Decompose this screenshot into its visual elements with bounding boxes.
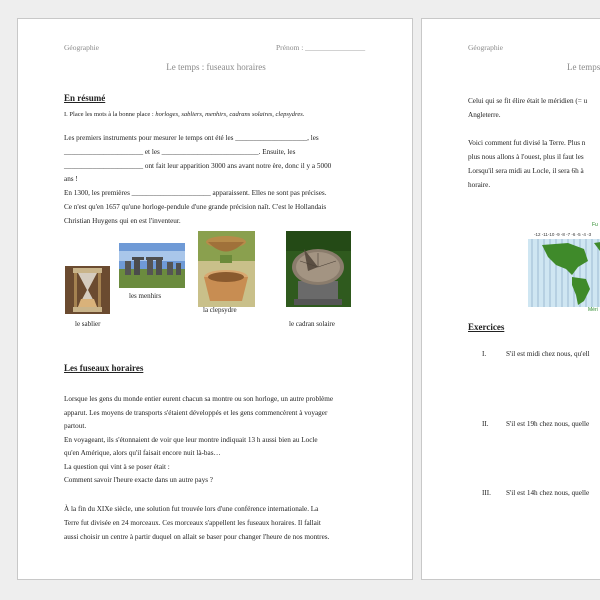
caption-clepsydra: la clepsydre — [203, 306, 237, 314]
timezones-line: qu'en Amérique, alors qu'il faisait encore nuit là-bas… — [64, 449, 221, 457]
timezones-line: La question qui vint à se poser était : — [64, 463, 170, 471]
page2-line: Angleterre. — [468, 111, 501, 119]
timezones-line: En voyageant, ils s'étonnaient de voir que leur montre indiquait 13 h aussi bien au Locle — [64, 436, 318, 444]
section-heading-timezones: Les fuseaux horaires — [64, 363, 144, 373]
map-title-label: Fu — [592, 222, 598, 228]
worksheet-page-2 — [421, 18, 600, 580]
exercise-question: S'il est midi chez nous, qu'ell — [506, 350, 590, 358]
summary-line: ans ! — [64, 175, 78, 183]
timezones-line: aussi choisir un centre à partir duquel on allait se baser pour changer l'heure de nos montres. — [64, 533, 330, 541]
exercise-question: S'il est 19h chez nous, quelle — [506, 420, 590, 428]
section-heading-summary: En résumé — [64, 93, 106, 103]
header-subject: Géographie — [64, 43, 99, 52]
timezones-line: Terre fut divisée en 24 morceaux. Ces morceaux s'appellent les fuseaux horaires. Il fallait — [64, 519, 321, 527]
summary-line: ______________________ et les ___________________________. Ensuite, les — [64, 148, 296, 156]
page-title: Le temps : fuseaux horaires — [166, 62, 266, 72]
worksheet-page-1 — [17, 18, 413, 580]
page2-line: Voici comment fut divisé la Terre. Plus n — [468, 139, 586, 147]
page-title: Le temps — [567, 62, 600, 72]
page2-line: horaire. — [468, 181, 491, 189]
summary-line: En 1300, les premières ______________________ apparaissent. Elles ne sont pas précises. — [64, 189, 327, 197]
map-bottom-label: Méri — [588, 307, 598, 313]
exercise-number: III. — [482, 489, 491, 497]
instruction-prefix: I. Place les mots à la bonne place : — [64, 111, 154, 118]
instruction-words: horloges, sabliers, menhirs, cadrans solaires, clepsydres. — [155, 111, 305, 118]
instruction — [64, 111, 304, 118]
hourglass-image — [65, 266, 110, 314]
summary-line: Ce n'est qu'en 1657 qu'une horloge-pendule d'une grande précision naît. C'est le Hollandais — [64, 203, 327, 211]
timezones-line: À la fin du XIXe siècle, une solution fut trouvée lors d'une conférence internationale. La — [64, 505, 319, 513]
exercise-number: I. — [482, 350, 487, 358]
section-heading-exercises: Exercices — [468, 322, 505, 332]
caption-hourglass: le sablier — [75, 320, 101, 328]
summary-line: Christian Huygens qui en est l'inventeur. — [64, 217, 181, 225]
page2-line: Celui qui se fit élire était le méridien (= u — [468, 97, 588, 105]
sundial-image — [286, 231, 351, 307]
exercise-number: II. — [482, 420, 489, 428]
summary-line: ______________________ ont fait leur apparition 3000 ans avant notre ère, donc il y a 5000 — [64, 162, 332, 170]
timezones-line: apparut. Les moyens de transports s'étaient développés et les gens commencèrent à voyager — [64, 409, 328, 417]
header-firstname: Prénom : ________________ — [276, 43, 366, 52]
page2-line: Lorsqu'il sera midi au Locle, il sera 6h à — [468, 167, 584, 175]
map-tick-labels: -12 -11-10 -9 -8 -7 -6 -5 -4 -3 — [534, 232, 592, 237]
timezones-line: Comment savoir l'heure exacte dans un autre pays ? — [64, 476, 213, 484]
clepsydra-image — [198, 231, 255, 307]
exercise-question: S'il est 14h chez nous, quelle — [506, 489, 590, 497]
stonehenge-image — [119, 243, 185, 288]
header-subject: Géographie — [468, 43, 503, 52]
caption-menhirs: les menhirs — [129, 292, 162, 300]
timezones-line: partout. — [64, 422, 87, 430]
timezone-map-image — [528, 239, 600, 307]
page2-line: plus nous allons à l'ouest, plus il faut les — [468, 153, 584, 161]
caption-sundial: le cadran solaire — [289, 320, 335, 328]
summary-line: Les premiers instruments pour mesurer le temps ont été les ____________________, les — [64, 134, 319, 142]
timezones-line: Lorsque les gens du monde entier eurent chacun sa montre ou son horloge, un autre problème — [64, 395, 334, 403]
